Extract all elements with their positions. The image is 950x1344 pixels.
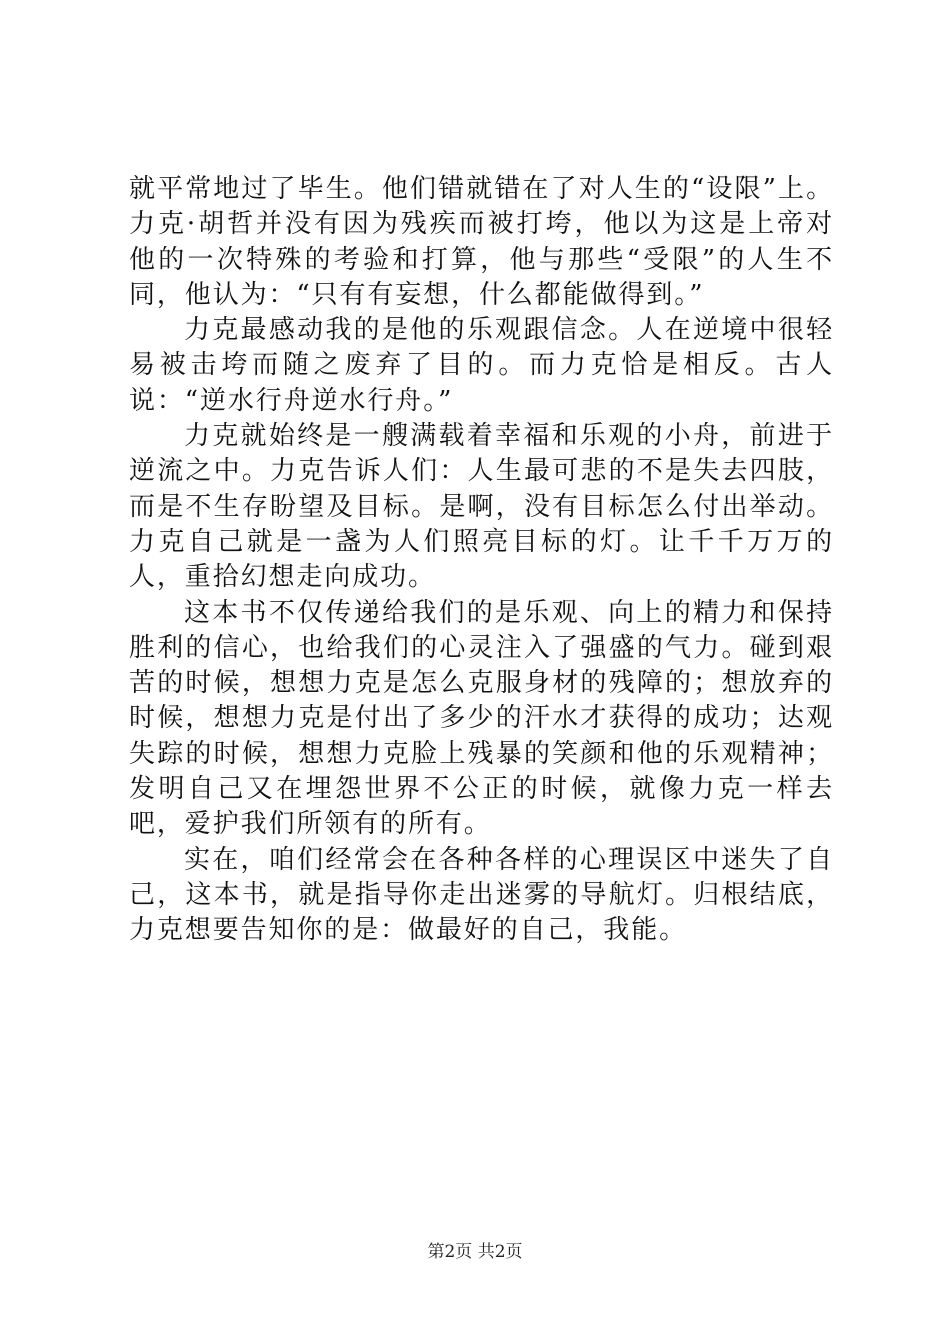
- document-body: [129, 172, 834, 949]
- paragraph-2: 力克最感动我的是他的乐观跟信念。人在逆境中很轻易被击垮而随之废弃了目的。而力克恰是相反。古人说：“逆水行舟逆水行舟。”: [129, 315, 834, 416]
- paragraph-4: 这本书不仅传递给我们的是乐观、向上的精力和保持胜利的信心，也给我们的心灵注入了强盛的气力。碰到艰苦的时候，想想力克是怎么克服身材的残障的；想放弃的时候，想想力克是付出了多少的汗水才获得的成功；达观失踪的时候，想想力克脸上残暴的笑颜和他的乐观精神；发明自己又在埋怨世界不公正的时候，就像力克一样去吧，爱护我们所领有的所有。: [129, 597, 834, 840]
- paragraph-1: 就平常地过了毕生。他们错就错在了对人生的“设限”上。力克·胡哲并没有因为残疾而被打垮，他以为这是上帝对他的一次特殊的考验和打算，他与那些“受限”的人生不同，他认为：“只有有妄想，什么都能做得到。”: [129, 174, 834, 310]
- page-number-footer: 第2页 共2页: [427, 1242, 523, 1262]
- paragraph-5: 实在，咱们经常会在各种各样的心理误区中迷失了自己，这本书，就是指导你走出迷雾的导航灯。归根结底，力克想要告知你的是：做最好的自己，我能。: [129, 844, 834, 946]
- paragraph-3: 力克就始终是一艘满载着幸福和乐观的小舟，前进于逆流之中。力克告诉人们：人生最可悲的不是失去四肢，而是不生存盼望及目标。是啊，没有目标怎么付出举动。力克自己就是一盏为人们照亮目标的灯。让千千万万的人，重拾幻想走向成功。: [129, 421, 834, 593]
